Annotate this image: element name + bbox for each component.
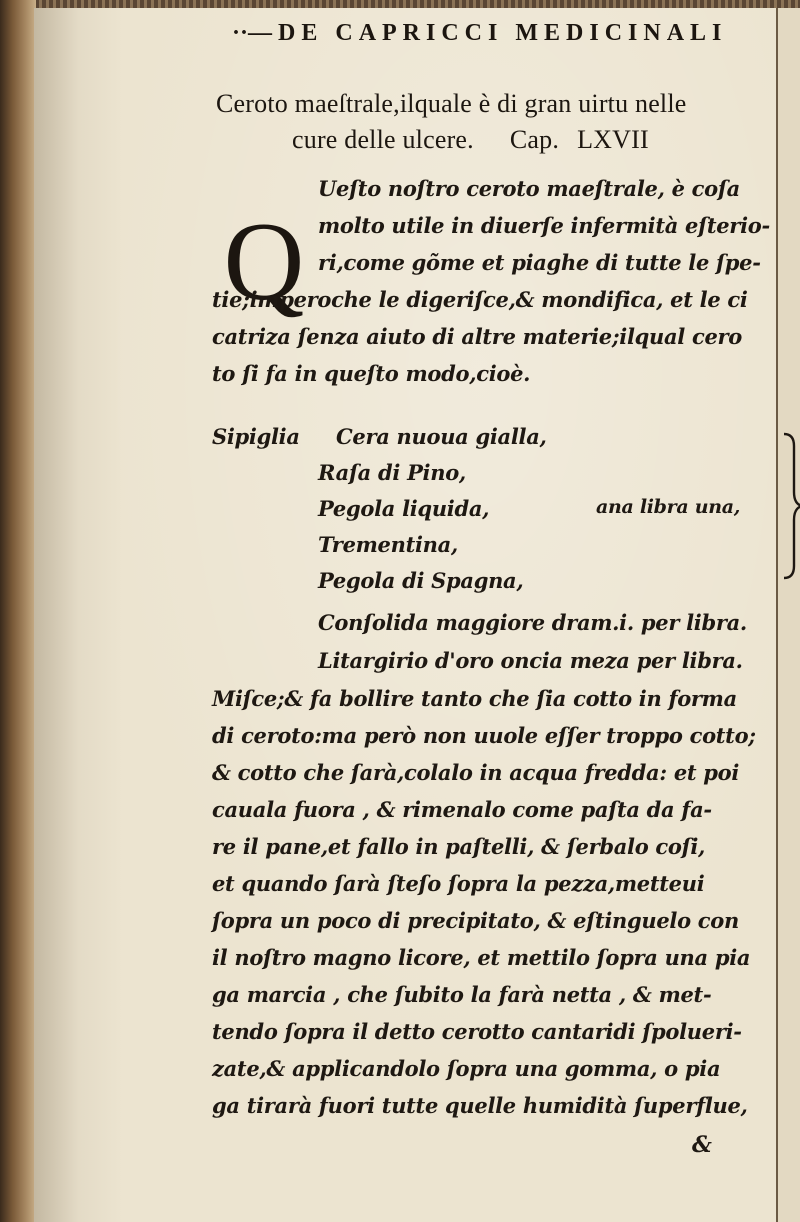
intro-line: tie;imperoche le digeriſce,& mondifica, et le ci	[212, 287, 748, 312]
chapter-title-line-2-text: cure delle ulcere.	[292, 125, 474, 154]
closing-line: di ceroto:ma però non uuole eſſer troppo cotto;	[212, 723, 756, 748]
ingredient: Pegola liquida,	[318, 496, 490, 521]
closing-line: tendo ſopra il detto cerotto cantaridi ſpolueri-	[212, 1019, 742, 1044]
chapter-label: Cap.	[509, 125, 560, 154]
ingredient: Raſa di Pino,	[318, 460, 466, 485]
adjacent-page-edge	[776, 8, 800, 1222]
recipe-list	[212, 424, 772, 684]
ingredient: Trementina,	[318, 532, 458, 557]
chapter-number: LXVII	[577, 125, 649, 154]
intro-line: Ueſto noſtro ceroto maeſtrale, è coſa	[318, 176, 740, 201]
closing-line: ga marcia , che ſubito la farà netta , & met-	[212, 982, 712, 1007]
ingredient: Cera nuoua gialla,	[336, 424, 547, 449]
additional-ingredient: Conſolida maggiore dram.i. per libra.	[318, 610, 747, 635]
chapter-title	[212, 86, 772, 158]
closing-line: cauala fuora , & rimenalo come paſta da fa-	[212, 797, 712, 822]
closing-line: zate,& applicandolo ſopra una gomma, o pia	[212, 1056, 721, 1081]
chapter-title-line-2	[212, 122, 772, 158]
closing-line: & cotto che ſarà,colalo in acqua fredda: et poi	[212, 760, 740, 785]
catchword: &	[692, 1132, 712, 1158]
running-head-ornament: ··—	[232, 20, 273, 46]
closing-line: Miſce;& fa bollire tanto che ſia cotto in forma	[212, 686, 737, 711]
intro-line: molto utile in diuerſe infermità eſterio-	[318, 213, 770, 238]
intro-line: to ſi fa in queſto modo,cioè.	[212, 361, 531, 386]
recipe-lead: Sipiglia	[212, 424, 300, 449]
intro-line: catriza ſenza aiuto di altre materie;ilqual cero	[212, 324, 743, 349]
closing-line: ſopra un poco di precipitato, & eſtinguelo con	[212, 908, 739, 933]
running-head	[232, 20, 772, 54]
running-head-text: DE CAPRICCI MEDICINALI	[278, 20, 728, 46]
intro-line: ri,come gõme et piaghe di tutte le ſpe-	[318, 250, 761, 275]
chapter-title-line-1: Ceroto maeſtrale,ilquale è di gran uirtu nelle	[216, 89, 687, 118]
curly-brace-icon	[780, 426, 800, 586]
drop-cap: Q	[223, 200, 305, 324]
book-spine	[0, 0, 36, 1222]
closing-line: re il pane,et fallo in paſtelli, & ſerbalo coſi,	[212, 834, 706, 859]
closing-line: ga tirarà fuori tutte quelle humidità ſuperflue,	[212, 1093, 748, 1118]
closing-line: et quando ſarà ſteſo ſopra la pezza,metteui	[212, 871, 705, 896]
ingredient: Pegola di Spagna,	[318, 568, 524, 593]
closing-line: il noſtro magno licore, et mettilo ſopra una pia	[212, 945, 751, 970]
additional-ingredient: Litargirio d'oro oncia meza per libra.	[318, 648, 743, 673]
bracket-note: ana libra una,	[596, 496, 741, 518]
